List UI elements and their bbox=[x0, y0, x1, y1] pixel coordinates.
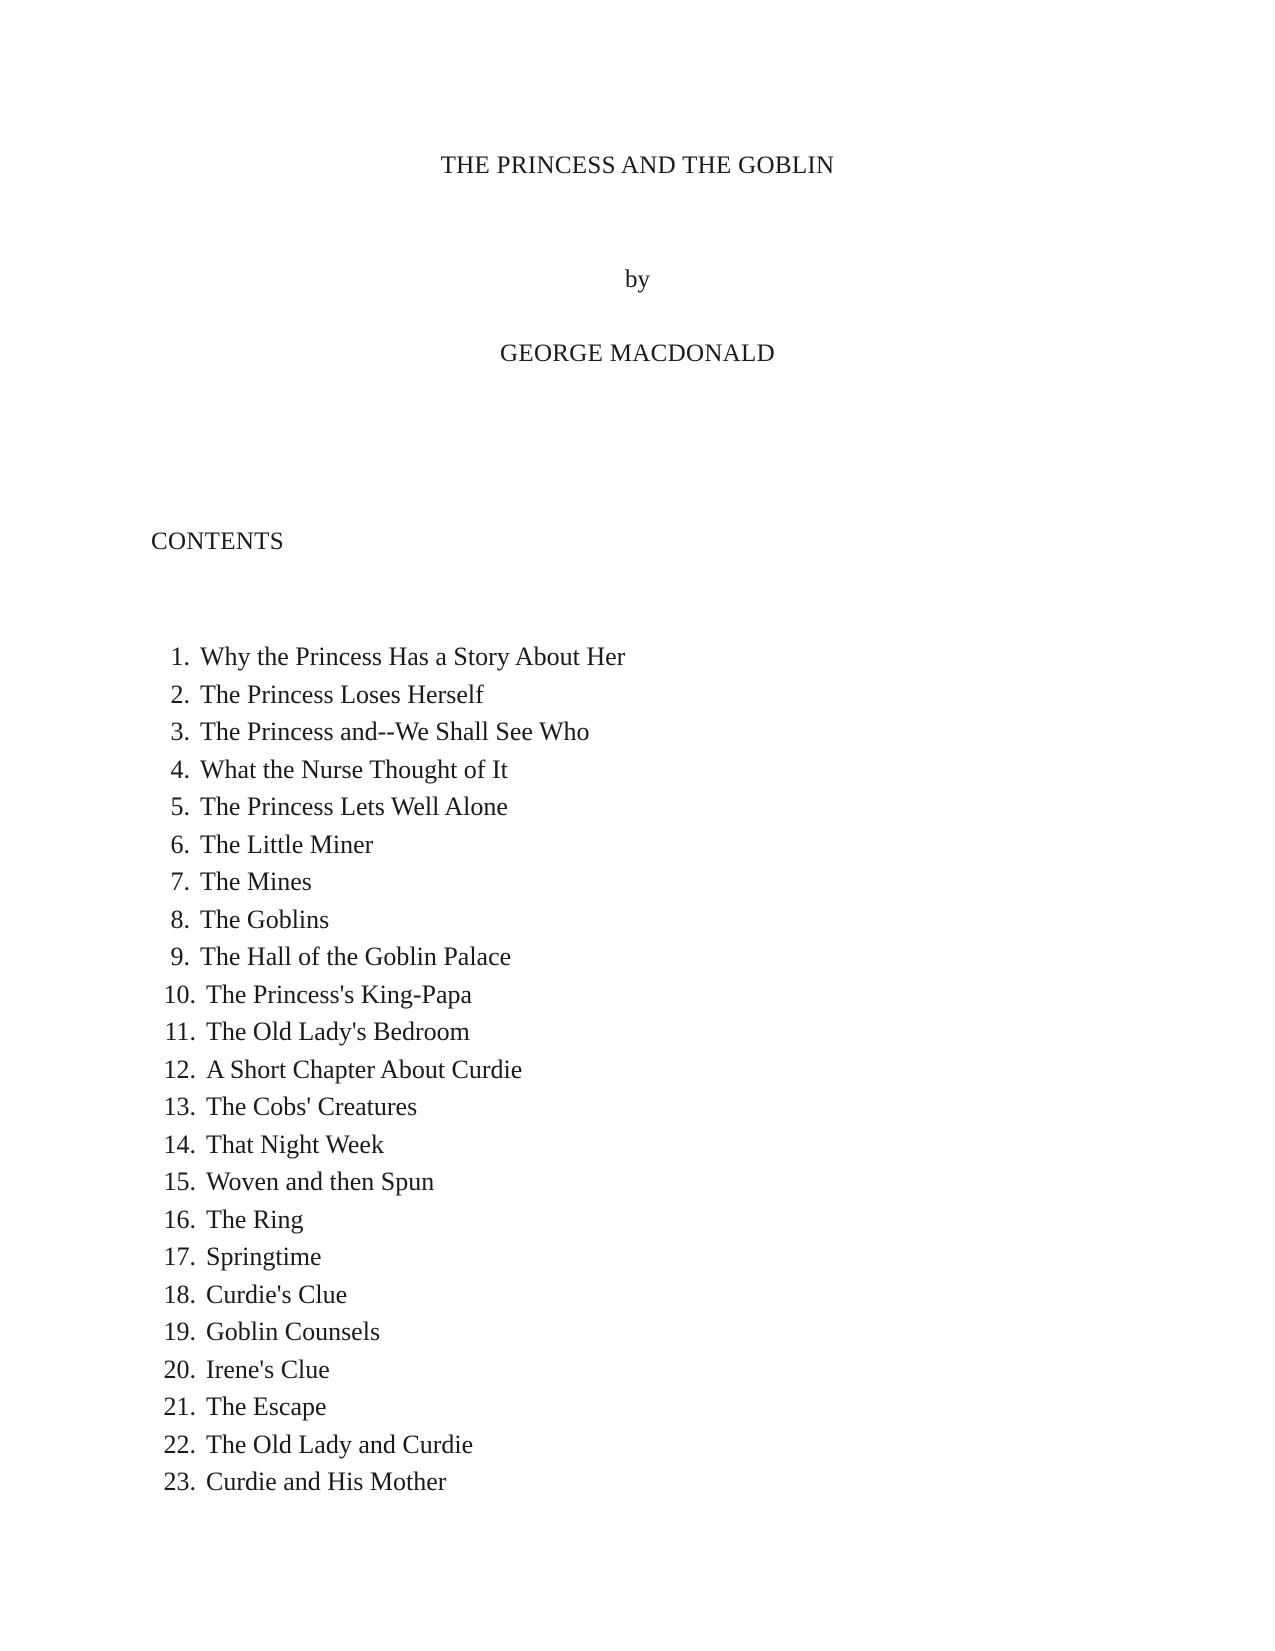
chapter-title: Irene's Clue bbox=[206, 1354, 330, 1384]
toc-item bbox=[0, 976, 625, 1014]
chapter-number: 9. bbox=[170, 942, 190, 971]
chapter-title: Woven and then Spun bbox=[206, 1167, 435, 1196]
chapter-title: What the Nurse Thought of It bbox=[200, 754, 508, 784]
toc-item bbox=[0, 1313, 625, 1351]
toc-item bbox=[0, 1051, 625, 1089]
author-name: GEORGE MACDONALD bbox=[500, 340, 775, 367]
contents-heading: CONTENTS bbox=[151, 528, 284, 555]
chapter-number: 14. bbox=[163, 1129, 196, 1159]
toc-item bbox=[0, 1163, 625, 1201]
byline-by: by bbox=[625, 266, 650, 293]
chapter-number: 4. bbox=[170, 754, 190, 784]
chapter-title: The Hall of the Goblin Palace bbox=[200, 942, 512, 971]
chapter-title: That Night Week bbox=[206, 1129, 384, 1159]
chapter-number: 3. bbox=[170, 717, 190, 746]
toc-item bbox=[0, 1238, 625, 1276]
chapter-number: 11. bbox=[164, 1017, 196, 1046]
toc-item bbox=[0, 788, 625, 826]
chapter-title: Why the Princess Has a Story About Her bbox=[200, 642, 626, 671]
toc-item bbox=[0, 1276, 625, 1314]
toc-item bbox=[0, 1463, 625, 1501]
chapter-number: 18. bbox=[163, 1279, 196, 1309]
chapter-number: 2. bbox=[170, 679, 190, 709]
toc-item bbox=[0, 1013, 625, 1051]
toc-item bbox=[0, 1426, 625, 1464]
chapter-title: The Goblins bbox=[200, 904, 330, 934]
chapter-title: Curdie and His Mother bbox=[206, 1467, 447, 1496]
chapter-title: The Cobs' Creatures bbox=[206, 1092, 418, 1121]
toc-item bbox=[0, 751, 625, 789]
chapter-title: A Short Chapter About Curdie bbox=[206, 1054, 523, 1084]
chapter-title: The Old Lady's Bedroom bbox=[206, 1017, 470, 1046]
toc-item bbox=[0, 1126, 625, 1164]
chapter-number: 22. bbox=[163, 1429, 196, 1459]
book-title: THE PRINCESS AND THE GOBLIN bbox=[440, 152, 835, 179]
chapter-title: The Ring bbox=[206, 1204, 304, 1234]
chapter-number: 19. bbox=[163, 1317, 196, 1346]
chapter-number: 17. bbox=[163, 1242, 196, 1271]
chapter-number: 20. bbox=[163, 1354, 196, 1384]
chapter-title: The Princess's King-Papa bbox=[206, 979, 473, 1009]
chapter-number: 5. bbox=[170, 792, 190, 821]
table-of-contents bbox=[0, 638, 625, 1501]
chapter-number: 21. bbox=[163, 1392, 196, 1421]
chapter-number: 7. bbox=[170, 867, 190, 896]
chapter-number: 13. bbox=[163, 1092, 196, 1121]
chapter-title: The Princess Lets Well Alone bbox=[200, 792, 508, 821]
chapter-number: 1. bbox=[170, 642, 190, 671]
toc-item bbox=[0, 826, 625, 864]
chapter-number: 16. bbox=[163, 1204, 196, 1234]
chapter-number: 8. bbox=[170, 904, 190, 934]
chapter-title: The Little Miner bbox=[200, 829, 374, 859]
chapter-title: The Princess and--We Shall See Who bbox=[200, 717, 590, 746]
chapter-title: The Mines bbox=[200, 867, 312, 896]
toc-item bbox=[0, 676, 625, 714]
chapter-number: 12. bbox=[163, 1054, 196, 1084]
chapter-title: Springtime bbox=[206, 1242, 322, 1271]
toc-item bbox=[0, 901, 625, 939]
chapter-number: 15. bbox=[163, 1167, 196, 1196]
toc-item bbox=[0, 1388, 625, 1426]
chapter-number: 10. bbox=[163, 979, 196, 1009]
chapter-number: 6. bbox=[170, 829, 190, 859]
chapter-number: 23. bbox=[163, 1467, 196, 1496]
toc-item bbox=[0, 1351, 625, 1389]
toc-item bbox=[0, 713, 625, 751]
chapter-title: Goblin Counsels bbox=[206, 1317, 381, 1346]
toc-item bbox=[0, 938, 625, 976]
toc-item bbox=[0, 1088, 625, 1126]
chapter-title: The Princess Loses Herself bbox=[200, 679, 484, 709]
chapter-title: The Old Lady and Curdie bbox=[206, 1429, 474, 1459]
toc-item bbox=[0, 863, 625, 901]
toc-item bbox=[0, 638, 625, 676]
chapter-title: The Escape bbox=[206, 1392, 327, 1421]
toc-item bbox=[0, 1201, 625, 1239]
chapter-title: Curdie's Clue bbox=[206, 1279, 348, 1309]
